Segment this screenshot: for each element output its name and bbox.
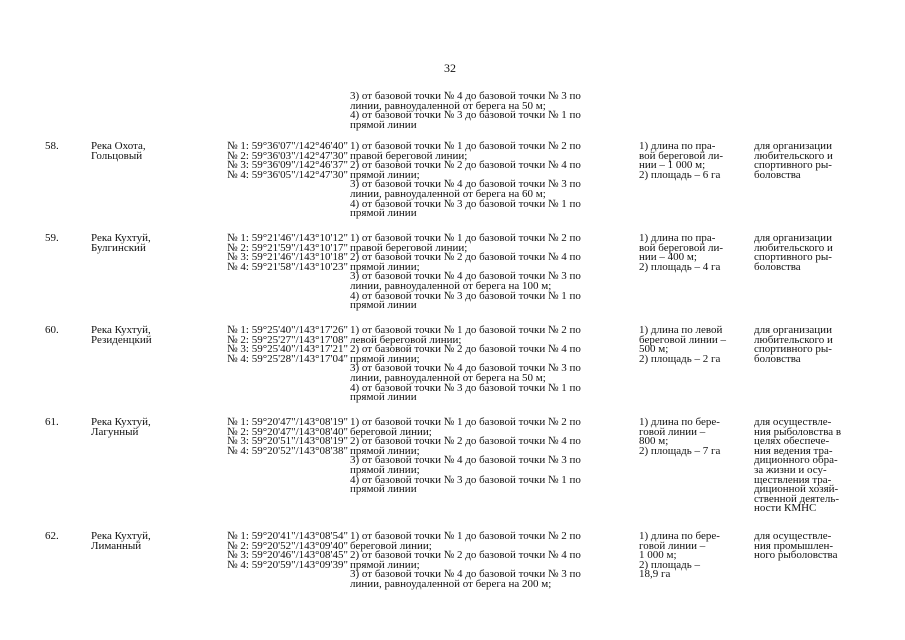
site-purpose: для организации любительского и спортивного ры- боловства <box>754 140 833 181</box>
row-number: 59. <box>45 232 59 244</box>
continuation-block <box>350 92 632 130</box>
site-purpose: для осуществле- ния промышлен- ного рыболовства <box>754 530 838 562</box>
site-name: Река Охота, Гольцовый <box>91 140 146 162</box>
site-parameters: 1) длина по пра- вой береговой ли- нии – 400 м; 2) площадь – 4 га <box>639 232 724 273</box>
site-parameters: 1) длина по левой береговой линии – 500 м; 2) площадь – 2 га <box>639 324 726 365</box>
boundary-description: 1) от базовой точки № 1 до базовой точки № 2 по береговой линии; 2) от базовой точки № 2 до базовой точки № 4 по прямой линии; 3) от базовой точки № 4 до базовой точки № 3 по линии, равноудаленной от берега на 200 м; <box>350 530 581 590</box>
page-number: 32 <box>444 61 456 75</box>
site-parameters: 1) длина по пра- вой береговой ли- нии – 1 000 м; 2) площадь – 6 га <box>639 140 724 181</box>
coordinates: № 1: 59°20'41"/143°08'54" № 2: 59°20'52"/143°09'40" № 3: 59°20'46"/143°08'45" № 4: 59°20'59"/143°09'39" <box>227 530 348 571</box>
boundary-description: 1) от базовой точки № 1 до базовой точки № 2 по правой береговой линии; 2) от базовой точки № 2 до базовой точки № 4 по прямой линии; 3) от базовой точки № 4 до базовой точки № 3 по линии, равноудаленной от берега на 100 м; 4) от базовой точки № 3 до базовой точки № 1 по прямой линии <box>350 232 581 312</box>
site-parameters: 1) длина по бере- говой линии – 800 м; 2) площадь – 7 га <box>639 416 721 457</box>
coordinates: № 1: 59°21'46"/143°10'12" № 2: 59°21'59"/143°10'17" № 3: 59°21'46"/143°10'18" № 4: 59°21'58"/143°10'23" <box>227 232 348 273</box>
boundary-description: 1) от базовой точки № 1 до базовой точки № 2 по береговой линии; 2) от базовой точки № 2 до базовой точки № 4 по прямой линии; 3) от базовой точки № 4 до базовой точки № 3 по прямой линии; 4) от базовой точки № 3 до базовой точки № 1 по прямой линии <box>350 416 581 496</box>
row-number: 62. <box>45 530 59 542</box>
site-name: Река Кухтуй, Лиманный <box>91 530 151 552</box>
coordinates: № 1: 59°36'07"/142°46'40" № 2: 59°36'03"/142°47'30" № 3: 59°36'09"/142°46'37" № 4: 59°36'05"/142°47'30" <box>227 140 348 181</box>
row-number: 61. <box>45 416 59 428</box>
text-line: прямой линии <box>350 118 417 131</box>
boundary-description: 1) от базовой точки № 1 до базовой точки № 2 по правой береговой линии; 2) от базовой точки № 2 до базовой точки № 4 по прямой линии; 3) от базовой точки № 4 до базовой точки № 3 по линии, равноудаленной от берега на 60 м; 4) от базовой точки № 3 до базовой точки № 1 по прямой линии <box>350 140 581 220</box>
site-name: Река Кухтуй, Булгинский <box>91 232 151 254</box>
coordinates: № 1: 59°25'40"/143°17'26" № 2: 59°25'27"/143°17'08" № 3: 59°25'40"/143°17'21" № 4: 59°25'28"/143°17'04" <box>227 324 348 365</box>
site-purpose: для организации любительского и спортивного ры- боловства <box>754 324 833 365</box>
coordinates: № 1: 59°20'47"/143°08'19" № 2: 59°20'47"/143°08'40" № 3: 59°20'51"/143°08'19" № 4: 59°20'52"/143°08'38" <box>227 416 348 457</box>
site-parameters: 1) длина по бере- говой линии – 1 000 м; 2) площадь – 18,9 га <box>639 530 720 581</box>
text-line: 4) от базовой точки № 3 до базовой точки № 1 по <box>350 109 581 122</box>
row-number: 60. <box>45 324 59 336</box>
boundary-description: 1) от базовой точки № 1 до базовой точки № 2 по левой береговой линии; 2) от базовой точки № 2 до базовой точки № 4 по прямой линии; 3) от базовой точки № 4 до базовой точки № 3 по линии, равноудаленной от берега на 50 м; 4) от базовой точки № 3 до базовой точки № 1 по прямой линии <box>350 324 581 404</box>
row-number: 58. <box>45 140 59 152</box>
site-purpose: для осуществле- ния рыболовства в целях обеспече- ния ведения тра- диционного обра- за жизни и осу- ществления тра- диционной хозяй- ственной деятель- ности КМНС <box>754 416 842 515</box>
site-purpose: для организации любительского и спортивного ры- боловства <box>754 232 833 273</box>
text-line: линии, равноудаленной от берега на 50 м; <box>350 99 546 112</box>
site-name: Река Кухтуй, Лагунный <box>91 416 151 438</box>
site-name: Река Кухтуй, Резиденцкий <box>91 324 152 346</box>
text-line: 3) от базовой точки № 4 до базовой точки № 3 по <box>350 90 581 102</box>
